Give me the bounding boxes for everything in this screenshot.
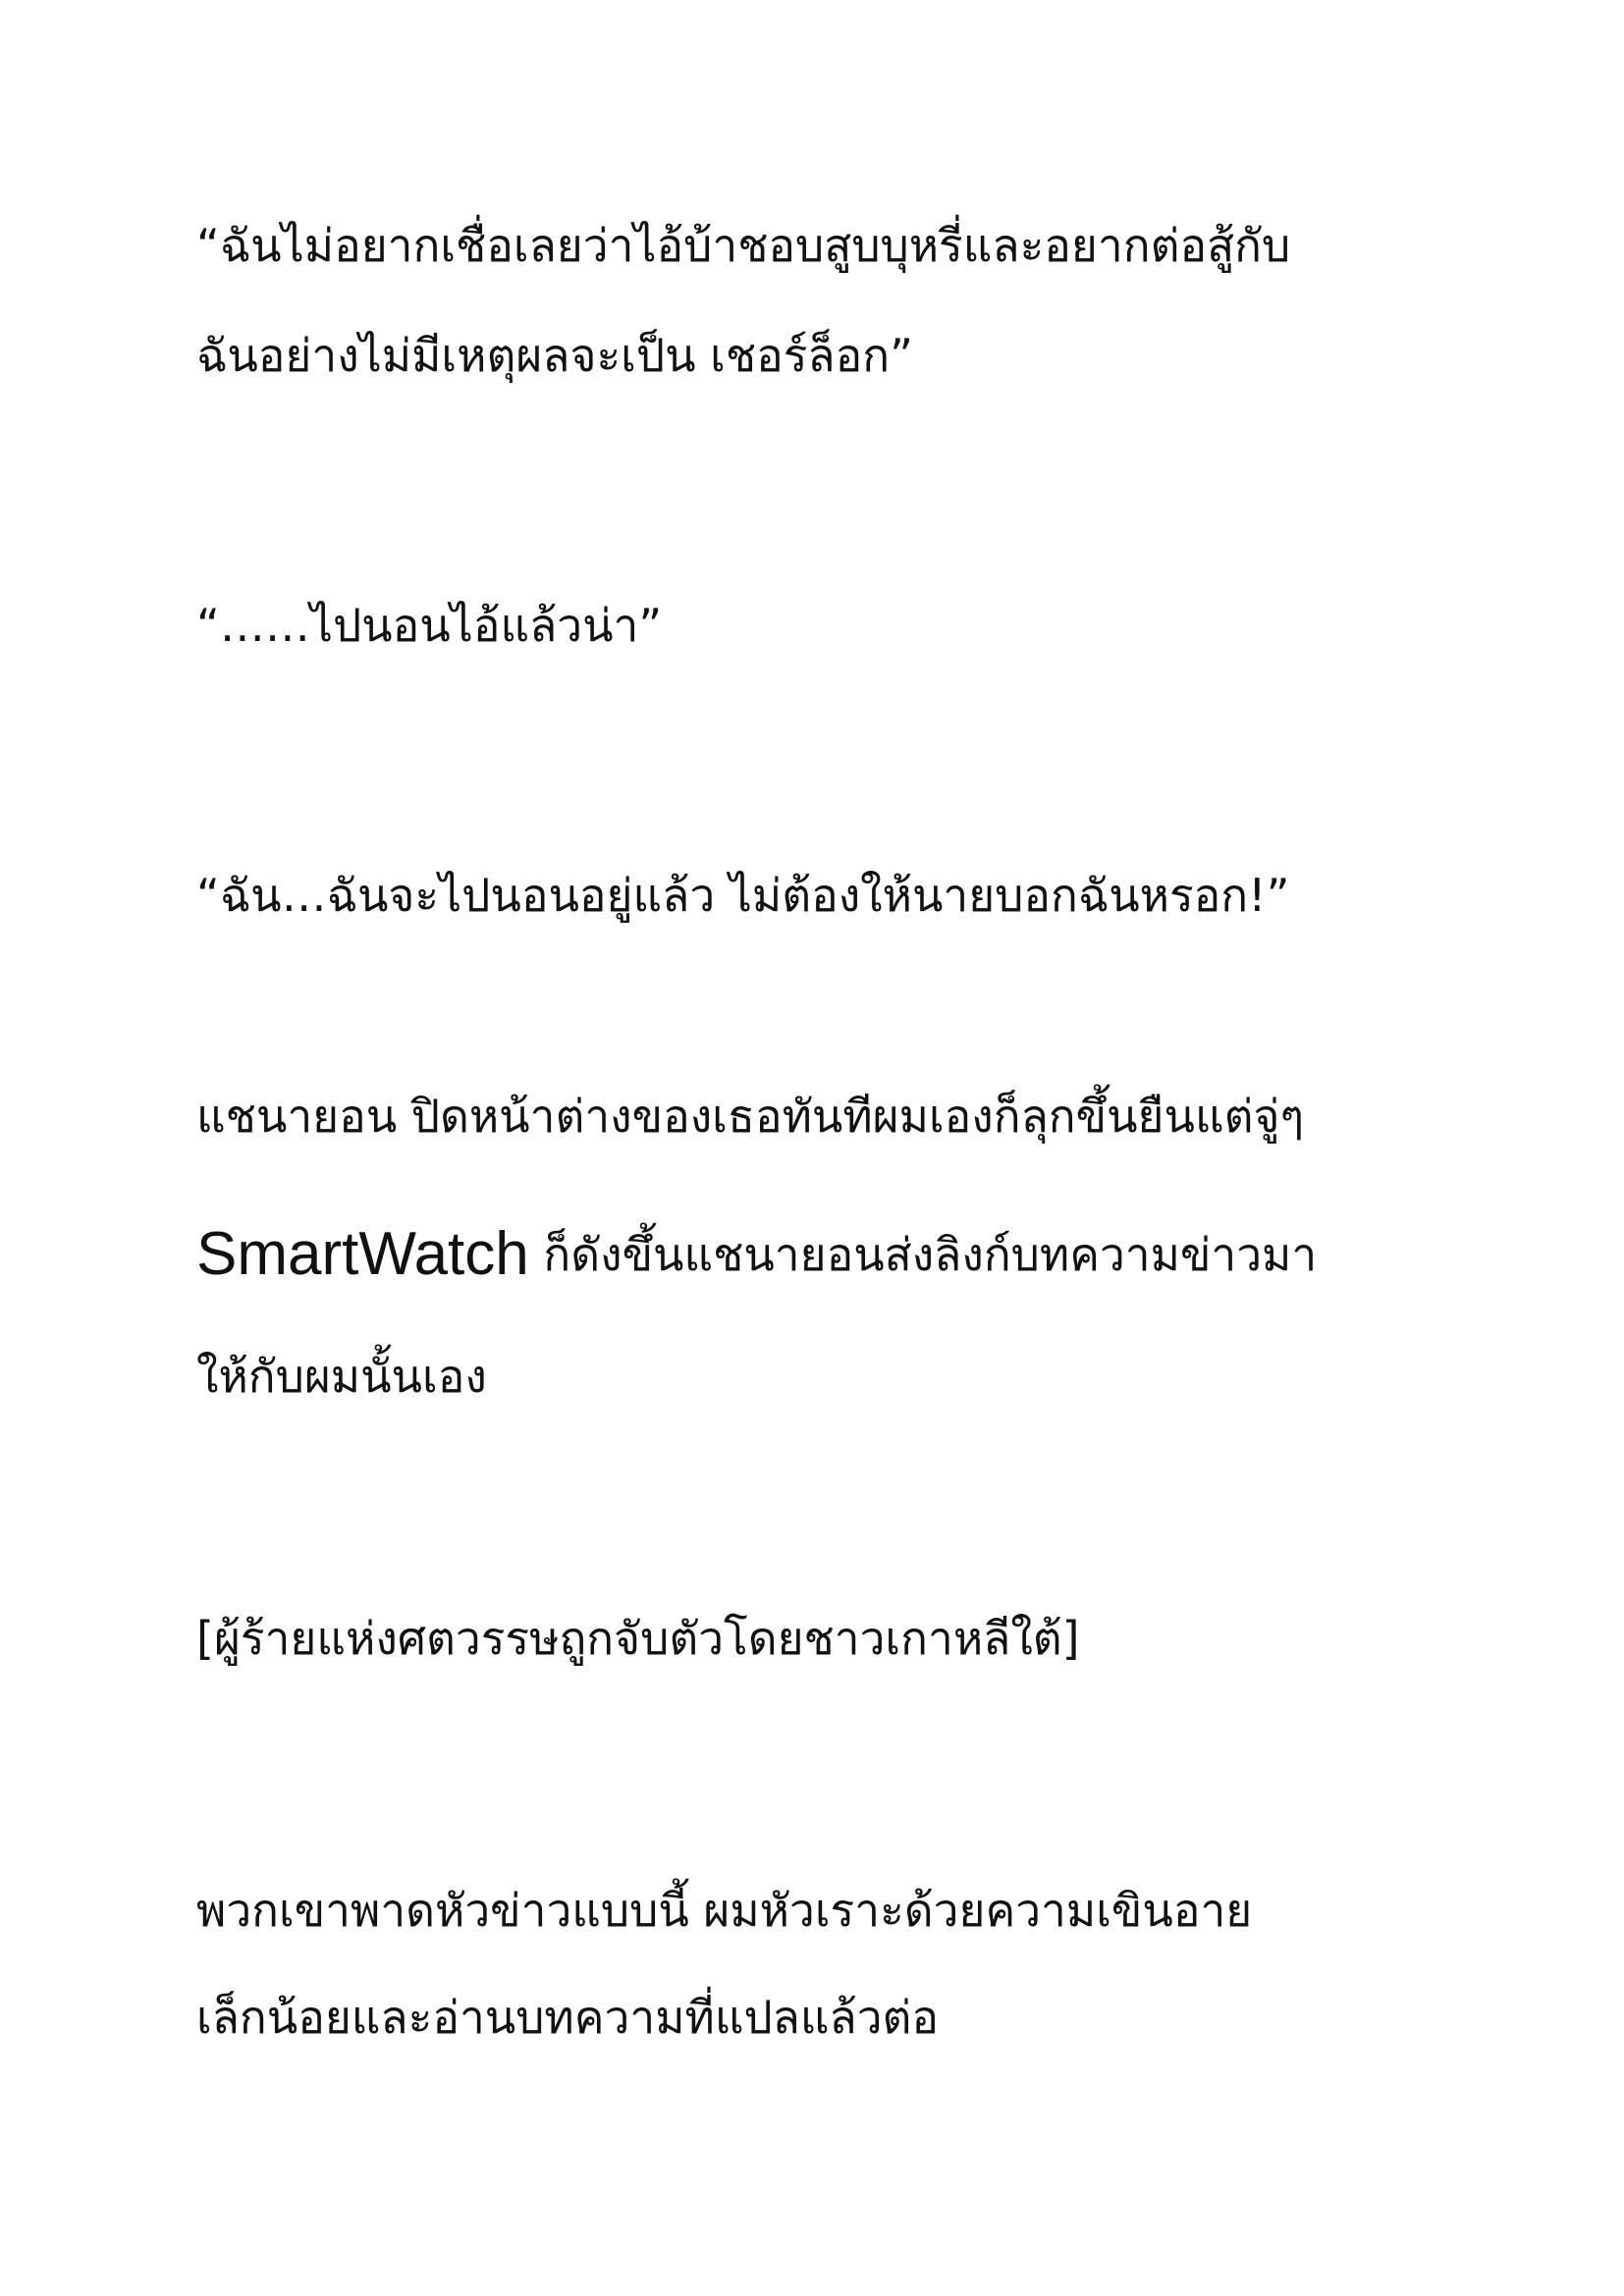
paragraph-1-line-1: “ฉันไม่อยากเชื่อเลยว่าไอ้บ้าชอบสูบบุหรี่และอยากต่อสู้กับ — [196, 219, 1291, 272]
paragraph-6-line-2: เล็กน้อยและอ่านบทความที่แปลแล้วต่อ — [196, 1991, 940, 2044]
paragraph-1-line-2: ฉันอย่างไม่มีเหตุผลจะเป็น เชอร์ล็อก” — [196, 329, 913, 382]
paragraph-4-line-1: แชนายอน ปิดหน้าต่างของเธอทันทีผมเองก็ลุกขึ้นยืนแต่จู่ๆ — [196, 1090, 1305, 1143]
paragraph-2-line-1: “……ไปนอนไอ้แล้วน่า” — [196, 599, 663, 652]
paragraph-4-line-2 — [196, 1220, 1318, 1288]
paragraph-4-line-3: ให้กับผมนั้นเอง — [196, 1350, 487, 1403]
smartwatch-term: SmartWatch — [196, 1220, 529, 1288]
paragraph-4-line-2-text: ก็ดังขึ้นแชนายอนส่งลิงก์บทความข่าวมา — [543, 1228, 1318, 1281]
paragraph-3-line-1: “ฉัน…ฉันจะไปนอนอยู่แล้ว ไม่ต้องให้นายบอกฉันหรอก!” — [196, 869, 1290, 922]
paragraph-6-line-1: พวกเขาพาดหัวข่าวแบบนี้ ผมหัวเราะด้วยความเขินอาย — [196, 1884, 1253, 1937]
paragraph-5-line-1: [ผู้ร้ายแห่งศตวรรษถูกจับตัวโดยชาวเกาหลีใต้] — [196, 1612, 1080, 1665]
